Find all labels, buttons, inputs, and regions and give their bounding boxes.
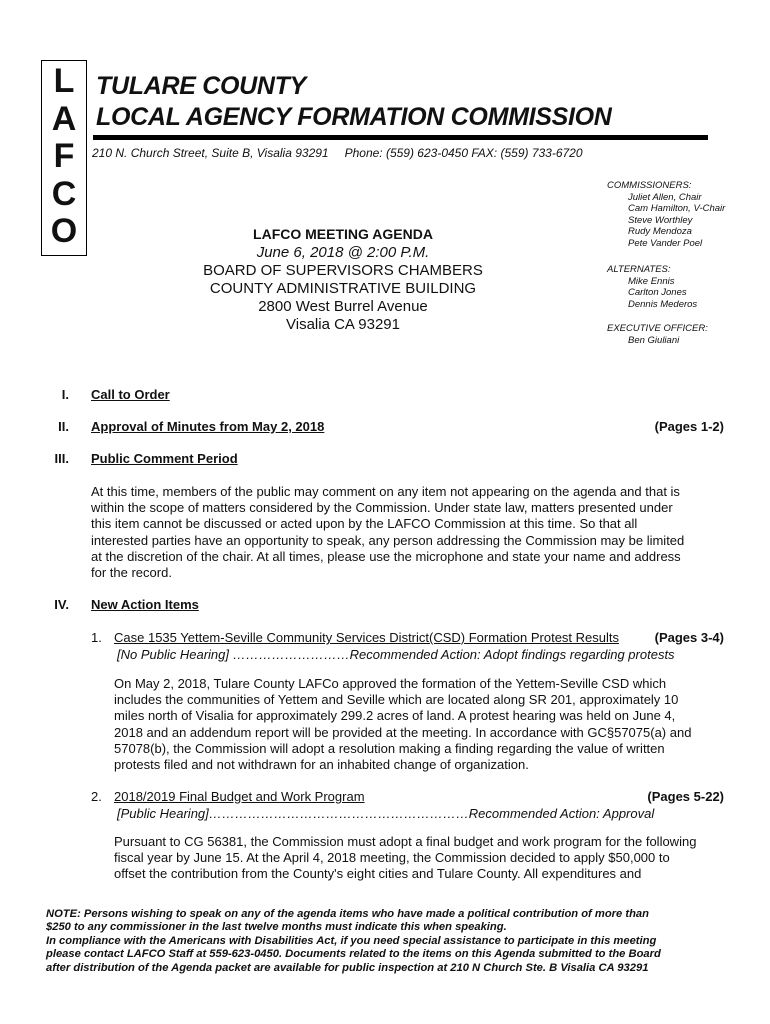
alternate-name: Carlton Jones: [628, 287, 687, 299]
section-number: III.: [54, 451, 69, 466]
logo-letter: A: [51, 99, 77, 138]
paragraph-line: protests filed and not withdrawn for an inhabited change of organization.: [114, 757, 529, 773]
page-reference: (Pages 5-22): [647, 789, 724, 804]
commissioner-name: Pete Vander Poel: [628, 237, 703, 249]
commissioner-name: Juliet Allen, Chair: [628, 191, 702, 203]
meeting-location-2: COUNTY ADMINISTRATIVE BUILDING: [209, 280, 477, 297]
alternates-list: [607, 264, 697, 310]
note-line: after distribution of the Agenda packet are available for public inspection at 210 N Church Ste. B Visalia CA 93291: [46, 961, 649, 974]
item-hearing-action: [Public Hearing]……………………………………………………Recommended Action: Approval: [117, 806, 655, 821]
paragraph-line: interested parties have an opportunity to speak, any person addressing the Commission may be limited: [91, 532, 685, 548]
paragraph-line: On May 2, 2018, Tulare County LAFCo approved the formation of the Yettem-Seville CSD which: [114, 676, 667, 691]
paragraph-line: at the discretion of the chair. At all times, please use the microphone and state your name and address: [91, 548, 681, 564]
section-number: I.: [61, 387, 69, 402]
paragraph-line: Pursuant to CG 56381, the Commission must adopt a final budget and work program for the following: [114, 834, 697, 849]
item-number: 2.: [91, 789, 102, 804]
lafco-logo: [41, 60, 87, 256]
page-reference: (Pages 3-4): [654, 630, 724, 645]
commissioners-list: [607, 180, 725, 250]
section-public-comment: Public Comment Period: [91, 451, 238, 466]
section-new-action-items: New Action Items: [91, 597, 199, 612]
paragraph-line: miles north of Visalia for approximately 299.2 acres of land. A protest hearing was held on June 4,: [114, 708, 676, 724]
paragraph-line: At this time, members of the public may comment on any item not appearing on the agenda and that is: [91, 484, 680, 499]
footer-note: [46, 908, 728, 975]
executive-officer: [607, 323, 708, 346]
commissioners-heading: COMMISSIONERS:: [607, 180, 692, 191]
logo-letter: C: [51, 174, 77, 213]
page-reference: (Pages 1-2): [654, 419, 724, 434]
meeting-city: Visalia CA 93291: [286, 316, 400, 333]
note-line: NOTE: Persons wishing to speak on any of the agenda items who have made a political contribution of more than: [46, 908, 649, 920]
paragraph-line: fiscal year by June 15. At the April 4, 2018 meeting, the Commission decided to apply $50,000 to: [114, 850, 670, 866]
paragraph-line: includes the communities of Yettem and Seville which are located along SR 201, approximately 10: [114, 692, 679, 708]
exec-name: Ben Giuliani: [628, 334, 680, 346]
commissioner-name: Steve Worthley: [628, 214, 693, 226]
item-case-1535-title: Case 1535 Yettem-Seville Community Services District(CSD) Formation Protest Results: [114, 630, 620, 645]
contact-numbers: Phone: (559) 623-0450 FAX: (559) 733-6720: [344, 146, 583, 160]
paragraph-line: for the record.: [91, 565, 172, 581]
org-name-line1: TULARE COUNTY: [96, 72, 306, 100]
section-approval-minutes: Approval of Minutes from May 2, 2018: [91, 419, 325, 434]
public-comment-paragraph: [91, 484, 684, 581]
item-number: 1.: [91, 630, 102, 645]
exec-heading: EXECUTIVE OFFICER:: [607, 323, 708, 334]
paragraph-line: 2018 and an addendum report will be provided at the meeting. In accordance with GC§57075(a) and: [114, 724, 692, 740]
street-address: 210 N. Church Street, Suite B, Visalia 93291: [92, 146, 329, 160]
logo-letter: L: [53, 62, 75, 100]
meeting-date: June 6, 2018 @ 2:00 P.M.: [256, 244, 430, 261]
org-name-line2: LOCAL AGENCY FORMATION COMMISSION: [96, 103, 612, 131]
note-line: $250 to any commissioner in the last twelve months must indicate this when speaking.: [46, 921, 507, 934]
logo-letter: F: [53, 137, 75, 175]
meeting-street: 2800 West Burrel Avenue: [258, 298, 428, 315]
note-line: In compliance with the Americans with Disabilities Act, if you need special assistance to participate in this meeting: [46, 934, 657, 947]
logo-letter: O: [50, 212, 78, 250]
paragraph-line: 57078(b), the Commission will adopt a resolution making a finding regarding the value of written: [114, 740, 665, 756]
item2-paragraph: [114, 834, 696, 883]
alternate-name: Mike Ennis: [628, 275, 675, 287]
alternates-heading: ALTERNATES:: [607, 264, 671, 275]
section-number: IV.: [54, 597, 69, 612]
header-rule: [93, 135, 708, 140]
meeting-location-1: BOARD OF SUPERVISORS CHAMBERS: [203, 262, 483, 279]
commissioner-name: Cam Hamilton, V-Chair: [628, 203, 726, 215]
address-line: [92, 146, 583, 160]
item1-paragraph: [114, 676, 691, 773]
note-line: please contact LAFCO Staff at 559-623-0450. Documents related to the items on this Agenda submitted to the Board: [46, 948, 661, 961]
paragraph-line: this item cannot be discussed or acted upon by the LAFCO Commission at this time. So that all: [91, 516, 638, 532]
alternate-name: Dennis Mederos: [628, 298, 698, 310]
section-call-to-order: Call to Order: [91, 387, 170, 402]
commissioner-name: Rudy Mendoza: [628, 226, 692, 238]
item-hearing-action: [No Public Hearing] ………………………Recommended Action: Adopt findings regarding protests: [117, 647, 675, 662]
paragraph-line: offset the contribution from the County's eight cities and Tulare County. All expenditures and: [114, 866, 642, 882]
meeting-title: LAFCO MEETING AGENDA: [253, 226, 433, 242]
paragraph-line: within the scope of matters considered by the Commission. Under state law, matters presented under: [91, 500, 673, 516]
section-number: II.: [58, 419, 69, 434]
item-budget-title: 2018/2019 Final Budget and Work Program: [114, 789, 365, 804]
